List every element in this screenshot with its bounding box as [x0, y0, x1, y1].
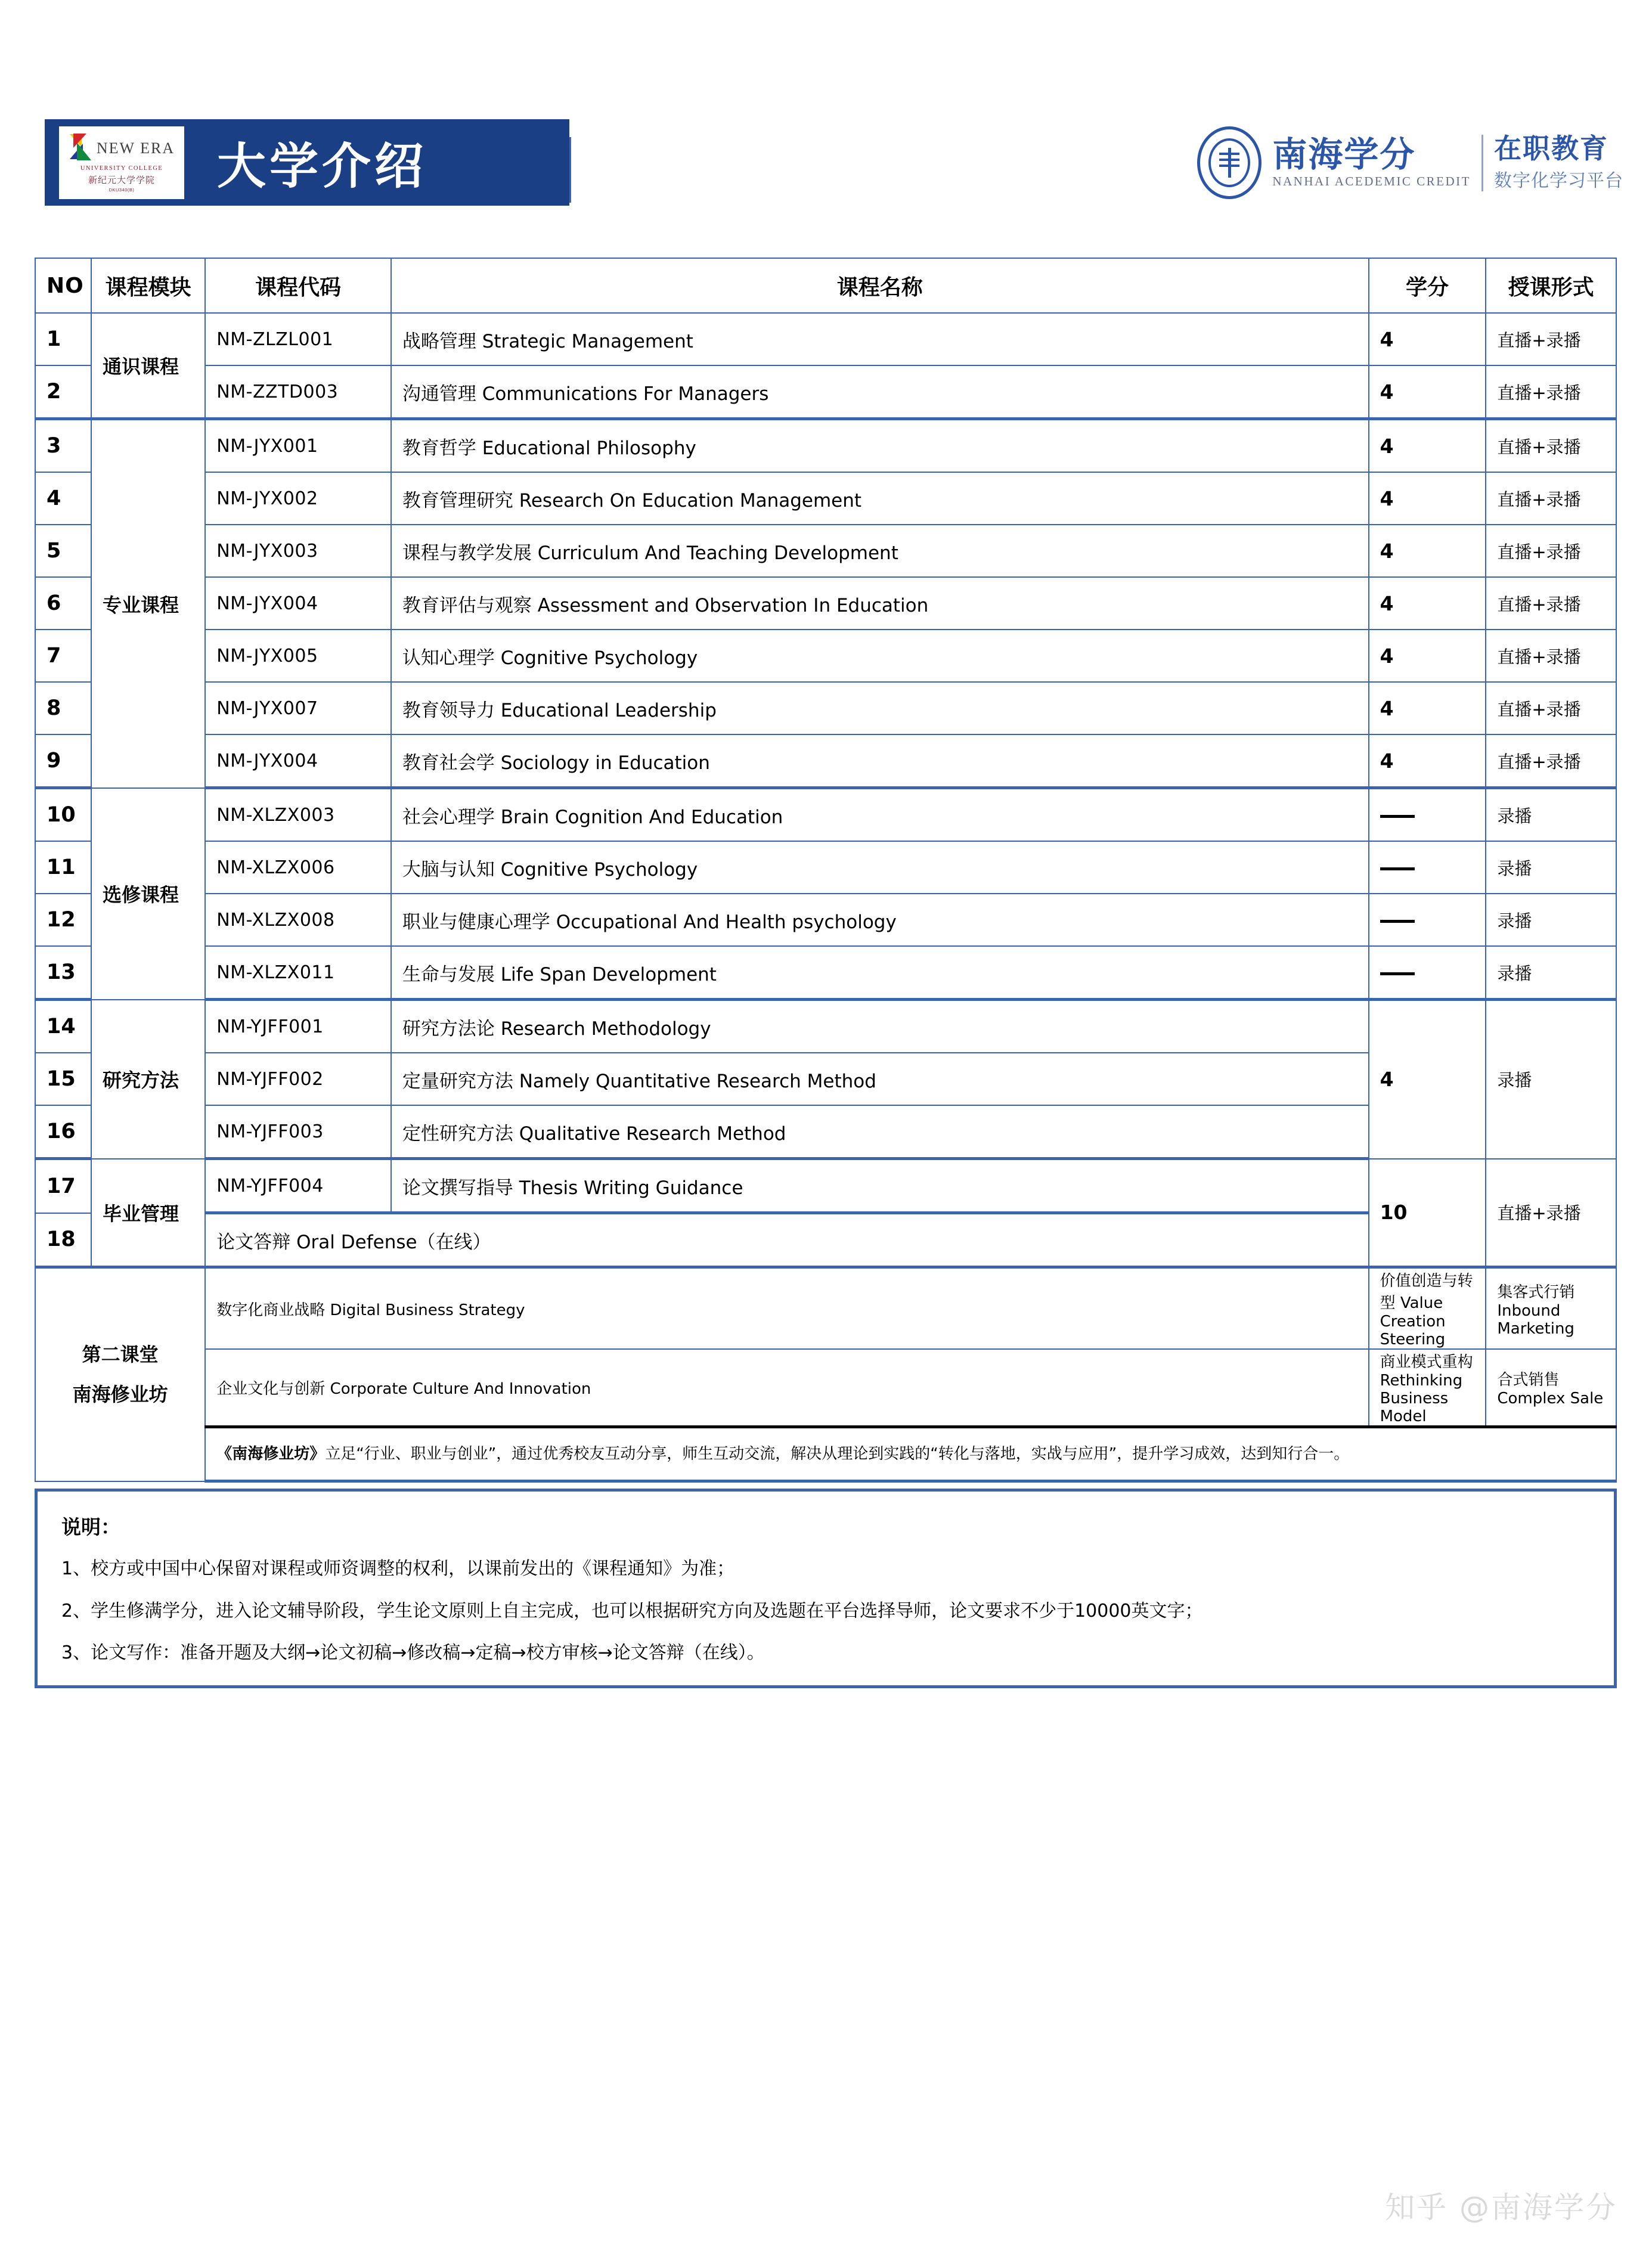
row-module: 通识课程	[91, 313, 205, 419]
row-form: 直播+录播	[1486, 577, 1616, 630]
row-credit	[1369, 788, 1486, 842]
row-credit: 4	[1369, 1000, 1486, 1159]
second-classroom-course: 企业文化与创新 Corporate Culture And Innovation	[205, 1349, 1368, 1427]
note-item: 3、论文写作：准备开题及大纲→论文初稿→修改稿→定稿→校方审核→论文答辩（在线）。	[61, 1642, 765, 1663]
second-classroom-course: 集客式行销 Inbound Marketing	[1486, 1267, 1616, 1350]
row-module: 毕业管理	[91, 1159, 205, 1267]
page-header	[0, 0, 1652, 195]
row-code: NM-XLZX003	[205, 788, 391, 842]
column-header-module: 课程模块	[91, 258, 205, 313]
second-classroom-course: 合式销售 Complex Sale	[1486, 1349, 1616, 1427]
row-credit: 4	[1369, 734, 1486, 788]
page-title: 大学介绍	[217, 138, 427, 195]
second-classroom-row-2	[35, 1349, 1616, 1427]
table-row	[35, 365, 1616, 419]
row-form: 录播	[1486, 788, 1616, 842]
new-era-university-logo	[59, 126, 184, 199]
row-credit: 10	[1369, 1159, 1486, 1267]
row-name: 教育管理研究 Research On Education Management	[391, 472, 1369, 525]
row-no: 12	[35, 894, 91, 946]
row-no: 6	[35, 577, 91, 630]
row-credit: 4	[1369, 682, 1486, 734]
row-name: 论文答辩 Oral Defense（在线）	[205, 1213, 1368, 1267]
row-name: 沟通管理 Communications For Managers	[391, 365, 1369, 419]
logo-name-en-line1: NEW ERA	[96, 139, 175, 157]
row-code: NM-XLZX011	[205, 946, 391, 1000]
row-module: 研究方法	[91, 1000, 205, 1159]
title-band	[45, 119, 569, 206]
row-name: 定量研究方法 Namely Quantitative Research Method	[391, 1053, 1369, 1105]
second-classroom-description-title: 《南海修业坊》	[216, 1444, 326, 1463]
second-classroom-description	[205, 1427, 1616, 1481]
course-table	[35, 258, 1617, 1483]
row-no: 13	[35, 946, 91, 1000]
second-classroom-label-line1: 第二课堂	[82, 1343, 159, 1366]
row-name: 社会心理学 Brain Cognition And Education	[391, 788, 1369, 842]
table-row	[35, 472, 1616, 525]
row-form: 直播+录播	[1486, 682, 1616, 734]
column-header-form: 授课形式	[1486, 258, 1616, 313]
row-credit: 4	[1369, 630, 1486, 682]
row-credit: 4	[1369, 577, 1486, 630]
row-no: 2	[35, 365, 91, 419]
table-row	[35, 1000, 1616, 1053]
credit-dash-icon	[1380, 867, 1415, 870]
row-no: 4	[35, 472, 91, 525]
course-table-container	[35, 258, 1617, 1483]
new-era-mark-icon	[69, 133, 94, 164]
row-name: 定性研究方法 Qualitative Research Method	[391, 1105, 1369, 1159]
second-classroom-label-line2: 南海修业坊	[72, 1382, 168, 1406]
logo-accreditation-code: DKU340(B)	[109, 187, 135, 193]
row-code: NM-XLZX008	[205, 894, 391, 946]
second-classroom-row-1	[35, 1267, 1616, 1350]
row-no: 8	[35, 682, 91, 734]
column-header-credit: 学分	[1369, 258, 1486, 313]
row-module: 选修课程	[91, 788, 205, 1000]
credit-dash-icon	[1380, 920, 1415, 923]
brand-name-block	[1272, 134, 1471, 189]
logo-name-en-line2: UNIVERSITY COLLEGE	[80, 165, 163, 172]
row-form: 录播	[1486, 841, 1616, 894]
row-name: 教育评估与观察 Assessment and Observation In Education	[391, 577, 1369, 630]
row-code: NM-ZLZL001	[205, 313, 391, 365]
row-credit	[1369, 841, 1486, 894]
column-header-name: 课程名称	[391, 258, 1369, 313]
table-header-row	[35, 258, 1616, 313]
table-row	[35, 734, 1616, 788]
row-code: NM-XLZX006	[205, 841, 391, 894]
row-no: 17	[35, 1159, 91, 1213]
note-item: 1、校方或中国中心保留对课程或师资调整的权利，以课前发出的《课程通知》为准；	[61, 1558, 735, 1579]
brand-name-cn: 南海学分	[1272, 134, 1416, 175]
row-form: 直播+录播	[1486, 630, 1616, 682]
row-no: 7	[35, 630, 91, 682]
row-credit: 4	[1369, 365, 1486, 419]
row-credit: 4	[1369, 313, 1486, 365]
watermark: 知乎 @南海学分	[1385, 2190, 1617, 2225]
brand-divider	[1481, 135, 1483, 191]
notes-title: 说明：	[61, 1515, 120, 1539]
row-name: 课程与教学发展 Curriculum And Teaching Development	[391, 525, 1369, 577]
row-credit	[1369, 946, 1486, 1000]
course-table-head	[35, 258, 1616, 313]
row-no: 11	[35, 841, 91, 894]
row-no: 1	[35, 313, 91, 365]
second-classroom-course: 数字化商业战略 Digital Business Strategy	[205, 1267, 1368, 1350]
row-form: 直播+录播	[1486, 734, 1616, 788]
row-name: 生命与发展 Life Span Development	[391, 946, 1369, 1000]
row-code: NM-JYX004	[205, 734, 391, 788]
row-form: 录播	[1486, 894, 1616, 946]
credit-dash-icon	[1380, 815, 1415, 818]
second-classroom-course: 商业模式重构 Rethinking Business Model	[1369, 1349, 1486, 1427]
row-module: 专业课程	[91, 419, 205, 788]
row-name: 教育领导力 Educational Leadership	[391, 682, 1369, 734]
row-form: 直播+录播	[1486, 419, 1616, 473]
row-form: 直播+录播	[1486, 365, 1616, 419]
row-credit: 4	[1369, 472, 1486, 525]
column-header-code: 课程代码	[205, 258, 391, 313]
second-classroom-course: 价值创造与转型 Value Creation Steering	[1369, 1267, 1486, 1350]
row-code: NM-JYX004	[205, 577, 391, 630]
table-row	[35, 841, 1616, 894]
row-credit: 4	[1369, 419, 1486, 473]
nanhai-brand-lockup	[1197, 126, 1623, 199]
table-row	[35, 577, 1616, 630]
row-code: NM-YJFF003	[205, 1105, 391, 1159]
second-classroom-description-body: 立足“行业、职业与创业”，通过优秀校友互动分享，师生互动交流，解决从理论到实践的“转化与落地，实战与应用”，提升学习成效，达到知行合一。	[325, 1444, 1350, 1463]
row-code: NM-YJFF002	[205, 1053, 391, 1105]
second-classroom-description-row	[35, 1427, 1616, 1481]
row-code: NM-JYX001	[205, 419, 391, 473]
row-code: NM-JYX005	[205, 630, 391, 682]
row-code: NM-JYX002	[205, 472, 391, 525]
row-no: 10	[35, 788, 91, 842]
row-name: 教育哲学 Educational Philosophy	[391, 419, 1369, 473]
row-credit: 4	[1369, 525, 1486, 577]
row-code: NM-ZZTD003	[205, 365, 391, 419]
brand-tagline-block	[1494, 134, 1623, 193]
row-form: 直播+录播	[1486, 1159, 1616, 1267]
row-name: 职业与健康心理学 Occupational And Health psychology	[391, 894, 1369, 946]
row-no: 9	[35, 734, 91, 788]
row-no: 15	[35, 1053, 91, 1105]
course-table-body	[35, 313, 1616, 1481]
table-row	[35, 788, 1616, 842]
row-no: 3	[35, 419, 91, 473]
row-form: 录播	[1486, 946, 1616, 1000]
row-no: 18	[35, 1213, 91, 1267]
note-item: 2、学生修满学分，进入论文辅导阶段，学生论文原则上自主完成，也可以根据研究方向及选题在平台选择导师，论文要求不少于10000英文字；	[61, 1600, 1203, 1621]
table-row	[35, 630, 1616, 682]
row-name: 教育社会学 Sociology in Education	[391, 734, 1369, 788]
row-name: 认知心理学 Cognitive Psychology	[391, 630, 1369, 682]
row-no: 16	[35, 1105, 91, 1159]
nanhai-seal-icon	[1197, 126, 1262, 199]
row-form: 直播+录播	[1486, 525, 1616, 577]
table-row	[35, 419, 1616, 473]
second-classroom-label	[35, 1267, 205, 1481]
row-form: 直播+录播	[1486, 313, 1616, 365]
notes-block	[35, 1489, 1617, 1688]
table-row	[35, 1159, 1616, 1213]
row-name: 研究方法论 Research Methodology	[391, 1000, 1369, 1053]
row-no: 14	[35, 1000, 91, 1053]
logo-name-cn: 新纪元大学学院	[88, 174, 155, 185]
row-form: 直播+录播	[1486, 472, 1616, 525]
table-row	[35, 894, 1616, 946]
table-row	[35, 946, 1616, 1000]
brand-tagline-sub: 数字化学习平台	[1494, 170, 1623, 192]
brand-tagline-main: 在职教育	[1494, 132, 1608, 165]
seal-tree-icon	[1219, 148, 1239, 178]
table-row	[35, 525, 1616, 577]
row-name: 大脑与认知 Cognitive Psychology	[391, 841, 1369, 894]
row-code: NM-YJFF004	[205, 1159, 391, 1213]
row-code: NM-JYX007	[205, 682, 391, 734]
row-no: 5	[35, 525, 91, 577]
brand-name-en: NANHAI ACEDEMIC CREDIT	[1272, 173, 1471, 188]
row-code: NM-YJFF001	[205, 1000, 391, 1053]
column-header-no: NO	[35, 258, 91, 313]
credit-dash-icon	[1380, 972, 1415, 975]
row-code: NM-JYX003	[205, 525, 391, 577]
row-name: 战略管理 Strategic Management	[391, 313, 1369, 365]
row-credit	[1369, 894, 1486, 946]
table-row	[35, 313, 1616, 365]
row-form: 录播	[1486, 1000, 1616, 1159]
table-row	[35, 682, 1616, 734]
row-name: 论文撰写指导 Thesis Writing Guidance	[391, 1159, 1369, 1213]
